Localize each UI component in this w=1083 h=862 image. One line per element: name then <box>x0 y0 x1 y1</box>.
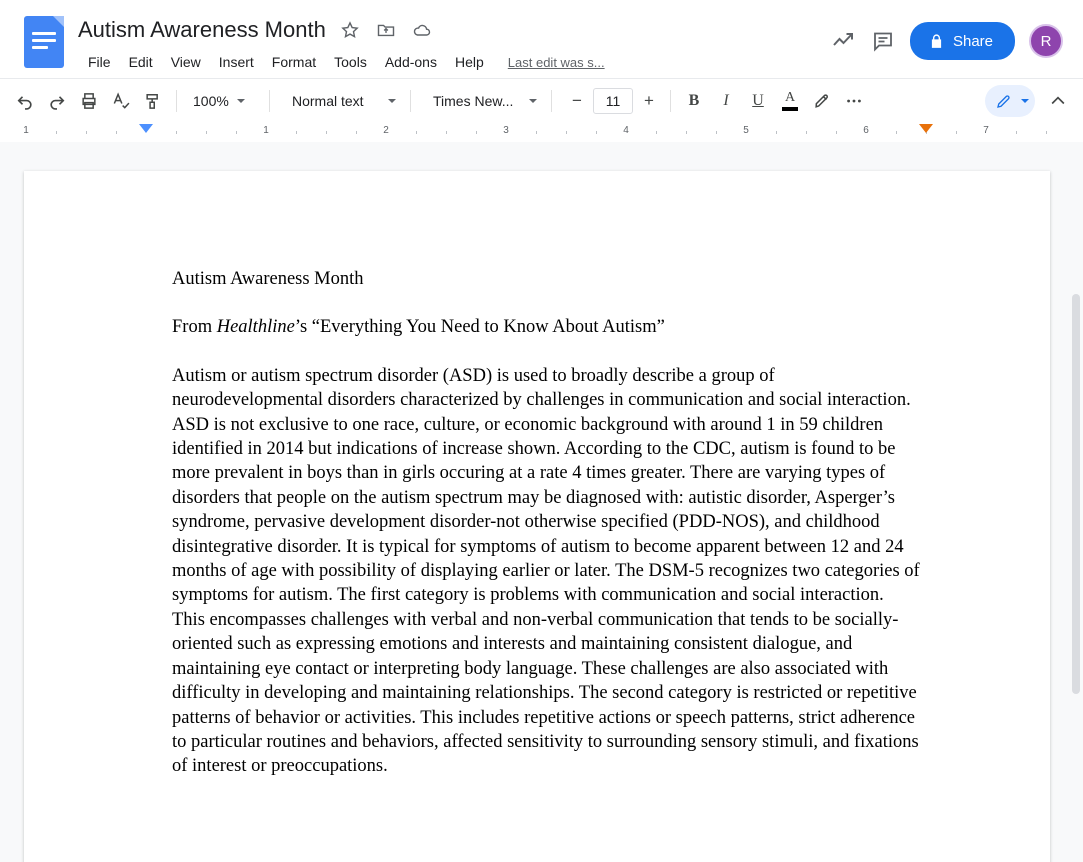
source-publication: Healthline <box>216 317 295 338</box>
text-color-letter: A <box>784 89 796 105</box>
share-button[interactable] <box>910 22 1015 60</box>
highlight-pen-icon[interactable] <box>807 86 837 116</box>
font-family-value: Times New... <box>433 92 514 109</box>
source-suffix: ’s “Everything You Need to Know About Autism” <box>294 317 665 338</box>
menu-edit[interactable]: Edit <box>128 54 153 70</box>
activity-dashboard-icon[interactable] <box>830 28 856 54</box>
source-prefix: From <box>172 317 217 338</box>
toolbar-divider <box>551 90 552 112</box>
ruler[interactable] <box>0 122 1083 142</box>
ruler-number: 1 <box>263 125 269 136</box>
zoom-selector[interactable] <box>185 86 261 116</box>
vertical-scrollbar[interactable] <box>1071 144 1081 862</box>
star-icon[interactable] <box>340 20 360 40</box>
menu-format[interactable]: Format <box>271 54 317 70</box>
ruler-track <box>0 122 1083 142</box>
document-page[interactable] <box>24 171 1050 862</box>
editing-mode-pencil-icon <box>995 92 1013 110</box>
title-icon-group <box>340 20 432 40</box>
menu-addons[interactable]: Add-ons <box>384 54 437 70</box>
toolbar <box>0 78 1083 122</box>
title-row <box>78 12 830 48</box>
paragraph-style-value: Normal text <box>292 92 364 109</box>
ruler-number: 3 <box>503 125 509 136</box>
font-size-stepper <box>564 88 662 114</box>
share-button-label: Share <box>952 32 993 50</box>
scrollbar-thumb[interactable] <box>1072 294 1080 694</box>
chevron-down-icon <box>1021 99 1029 103</box>
ruler-number: 5 <box>743 125 749 136</box>
doc-paragraph-source <box>172 315 920 339</box>
text-color-swatch <box>782 107 798 111</box>
ruler-number: 2 <box>383 125 389 136</box>
menu-bar <box>80 48 830 76</box>
move-to-folder-icon[interactable] <box>376 20 396 40</box>
decrease-font-size-button[interactable]: − <box>572 90 582 110</box>
chevron-down-icon <box>237 99 245 103</box>
editing-mode-selector[interactable] <box>985 85 1035 117</box>
document-body[interactable] <box>172 267 920 779</box>
doc-paragraph-title: Autism Awareness Month <box>172 269 364 289</box>
toolbar-divider <box>410 90 411 112</box>
menu-help[interactable]: Help <box>454 54 484 70</box>
font-family-selector[interactable] <box>425 86 543 116</box>
menu-view[interactable]: View <box>170 54 201 70</box>
print-icon[interactable] <box>74 86 104 116</box>
last-edit-status[interactable]: Last edit was s... <box>507 54 605 70</box>
title-and-menu-block <box>78 8 830 76</box>
ruler-number: 4 <box>623 125 629 136</box>
menu-insert[interactable]: Insert <box>218 54 254 70</box>
collapse-toolbar-button[interactable] <box>1043 86 1073 116</box>
paint-format-icon[interactable] <box>138 86 168 116</box>
toolbar-divider <box>269 90 270 112</box>
avatar[interactable]: R <box>1029 24 1063 58</box>
docs-logo-icon[interactable] <box>24 16 64 68</box>
doc-paragraph-body: Autism or autism spectrum disorder (ASD) is used to broadly describe a group of neurodevelopmental disorders characterized by challenges in communication and social interaction. ASD is not exclusive to one race, culture, or economic background with around 1 in 59 children identified in 2014 but indications of increase shown. According to the CDC, autism is found to be more prevalent in boys than in girls occuring at a rate 4 times greater. There are varying types of disorders that people on the autism spectrum may be diagnosed with: autistic disorder, Asperger’s syndrome, pervasive development disorder-not otherwise specified (PDD-NOS), and childhood disintegrative disorder. It is typical for symptoms of autism to become apparent between 12 and 24 months of age with possibility of displaying earlier or later. The DSM-5 recognizes two categories of symptoms for autism. The first category is problems with communication and social interaction. This encompasses challenges with verbal and non-verbal communication that tends to be socially-oriented such as expressing emotions and interests and maintaining consistent dialogue, and maintaining eye contact or interpreting body language. These challenges are also associated with difficulty in developing and maintaining relationships. The second category is restricted or repetitive patterns of behavior or activities. This includes repetitive actions or speech patterns, strict adherence to particular routines and behaviors, affected sensitivity to surrounding sensory stimuli, and fixations of interest or preoccupations. <box>172 365 920 777</box>
document-title[interactable]: Autism Awareness Month <box>78 17 326 42</box>
chevron-down-icon <box>529 99 537 103</box>
more-options-icon[interactable] <box>839 86 869 116</box>
font-size-input[interactable]: 11 <box>593 88 633 114</box>
paragraph-style-selector[interactable] <box>284 86 402 116</box>
toolbar-divider <box>670 90 671 112</box>
cloud-saved-icon[interactable] <box>412 20 432 40</box>
toolbar-divider <box>176 90 177 112</box>
bold-button[interactable]: B <box>688 91 700 109</box>
text-color-button[interactable] <box>775 86 805 116</box>
menu-tools[interactable]: Tools <box>334 54 367 70</box>
zoom-value: 100% <box>193 92 229 109</box>
header-actions <box>830 22 1071 60</box>
ruler-number: 1 <box>23 125 29 136</box>
italic-button[interactable]: I <box>723 91 729 109</box>
left-indent-marker[interactable] <box>139 124 153 133</box>
underline-button[interactable]: U <box>752 91 764 109</box>
chevron-up-icon <box>1048 91 1068 111</box>
increase-font-size-button[interactable]: + <box>644 90 654 110</box>
spelling-check-icon[interactable] <box>106 86 136 116</box>
redo-icon[interactable] <box>42 86 72 116</box>
comment-icon[interactable] <box>870 28 896 54</box>
app-header <box>0 0 1083 78</box>
right-indent-marker[interactable] <box>919 124 933 133</box>
ruler-number: 7 <box>983 125 989 136</box>
undo-icon[interactable] <box>10 86 40 116</box>
chevron-down-icon <box>388 99 396 103</box>
document-canvas[interactable] <box>0 142 1083 862</box>
menu-file[interactable]: File <box>88 54 111 70</box>
ruler-number: 6 <box>863 125 869 136</box>
